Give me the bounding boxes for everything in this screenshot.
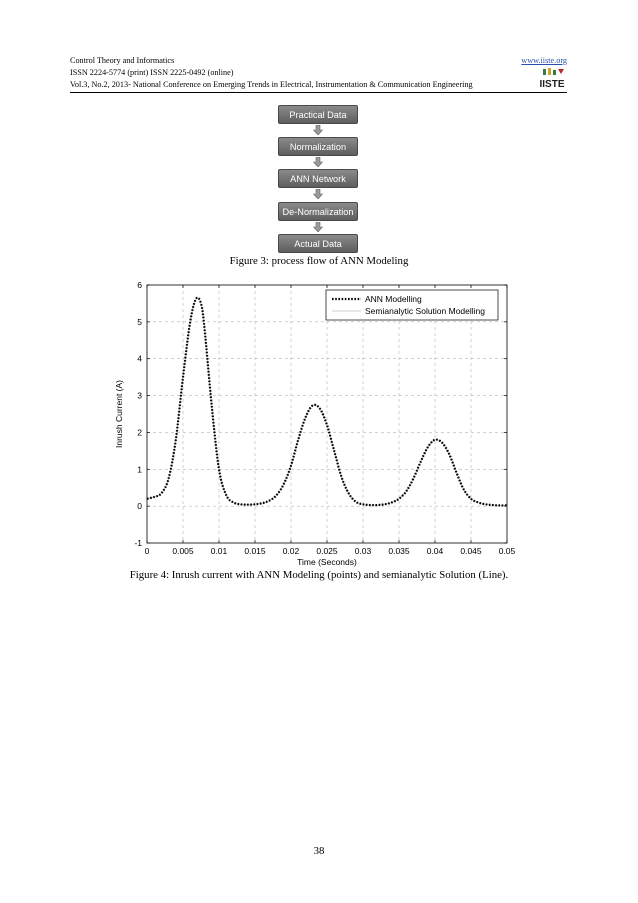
issn-line: ISSN 2224-5774 (print) ISSN 2225-0492 (online) (70, 68, 234, 77)
x-tick-label: 0.015 (244, 546, 266, 556)
flow-step-normalization: Normalization (278, 137, 358, 156)
x-tick-label: 0.05 (498, 546, 516, 556)
page-number: 38 (313, 845, 325, 857)
y-tick-label: 4 (137, 353, 142, 364)
chart-legend (326, 290, 498, 320)
x-tick-label: 0.03 (354, 546, 372, 556)
x-tick-label: 0.04 (426, 546, 444, 556)
y-tick-label: 1 (137, 464, 142, 475)
chart-grid (147, 285, 507, 543)
y-axis-label: Inrush Current (A) (114, 379, 124, 449)
journal-title: Control Theory and Informatics (70, 56, 175, 65)
figure-4-caption: Figure 4: Inrush current with ANN Modeling (points) and semianalytic Solution (Line). (129, 569, 509, 581)
y-tick-label: 0 (137, 501, 142, 512)
x-tick-label: 0.005 (172, 546, 194, 556)
figure-3-caption: Figure 3: process flow of ANN Modeling (229, 255, 409, 267)
y-tick-label: 5 (137, 316, 142, 327)
logo-text: IISTE (539, 79, 565, 90)
flow-step-ann-network: ANN Network (278, 169, 358, 188)
x-tick-label: 0.01 (210, 546, 228, 556)
x-tick-label: 0.045 (460, 546, 482, 556)
flow-step-actual-data: Actual Data (278, 234, 358, 253)
x-axis-label: Time (Seconds) (297, 557, 357, 567)
x-tick-label: 0.035 (388, 546, 410, 556)
flow-step-de-normalization: De-Normalization (278, 202, 358, 221)
y-tick-label: 6 (137, 280, 142, 290)
journal-url-link[interactable]: www.iiste.org (521, 56, 567, 65)
flow-step-practical-data: Practical Data (278, 105, 358, 124)
x-tick-label: 0.02 (282, 546, 300, 556)
legend-label-ann: ANN Modelling (365, 294, 422, 304)
volume-line: Vol.3, No.2, 2013- National Conference on Emerging Trends in Electrical, Instrumentation & Communication Engineering (70, 80, 473, 89)
y-tick-label: 3 (137, 390, 142, 401)
x-tick-label: 0.025 (316, 546, 338, 556)
x-tick-label: 0 (144, 546, 150, 556)
y-tick-label: 2 (137, 427, 142, 438)
legend-label-semianalytic: Semianalytic Solution Modelling (365, 306, 486, 316)
y-tick-label: -1 (134, 538, 142, 548)
